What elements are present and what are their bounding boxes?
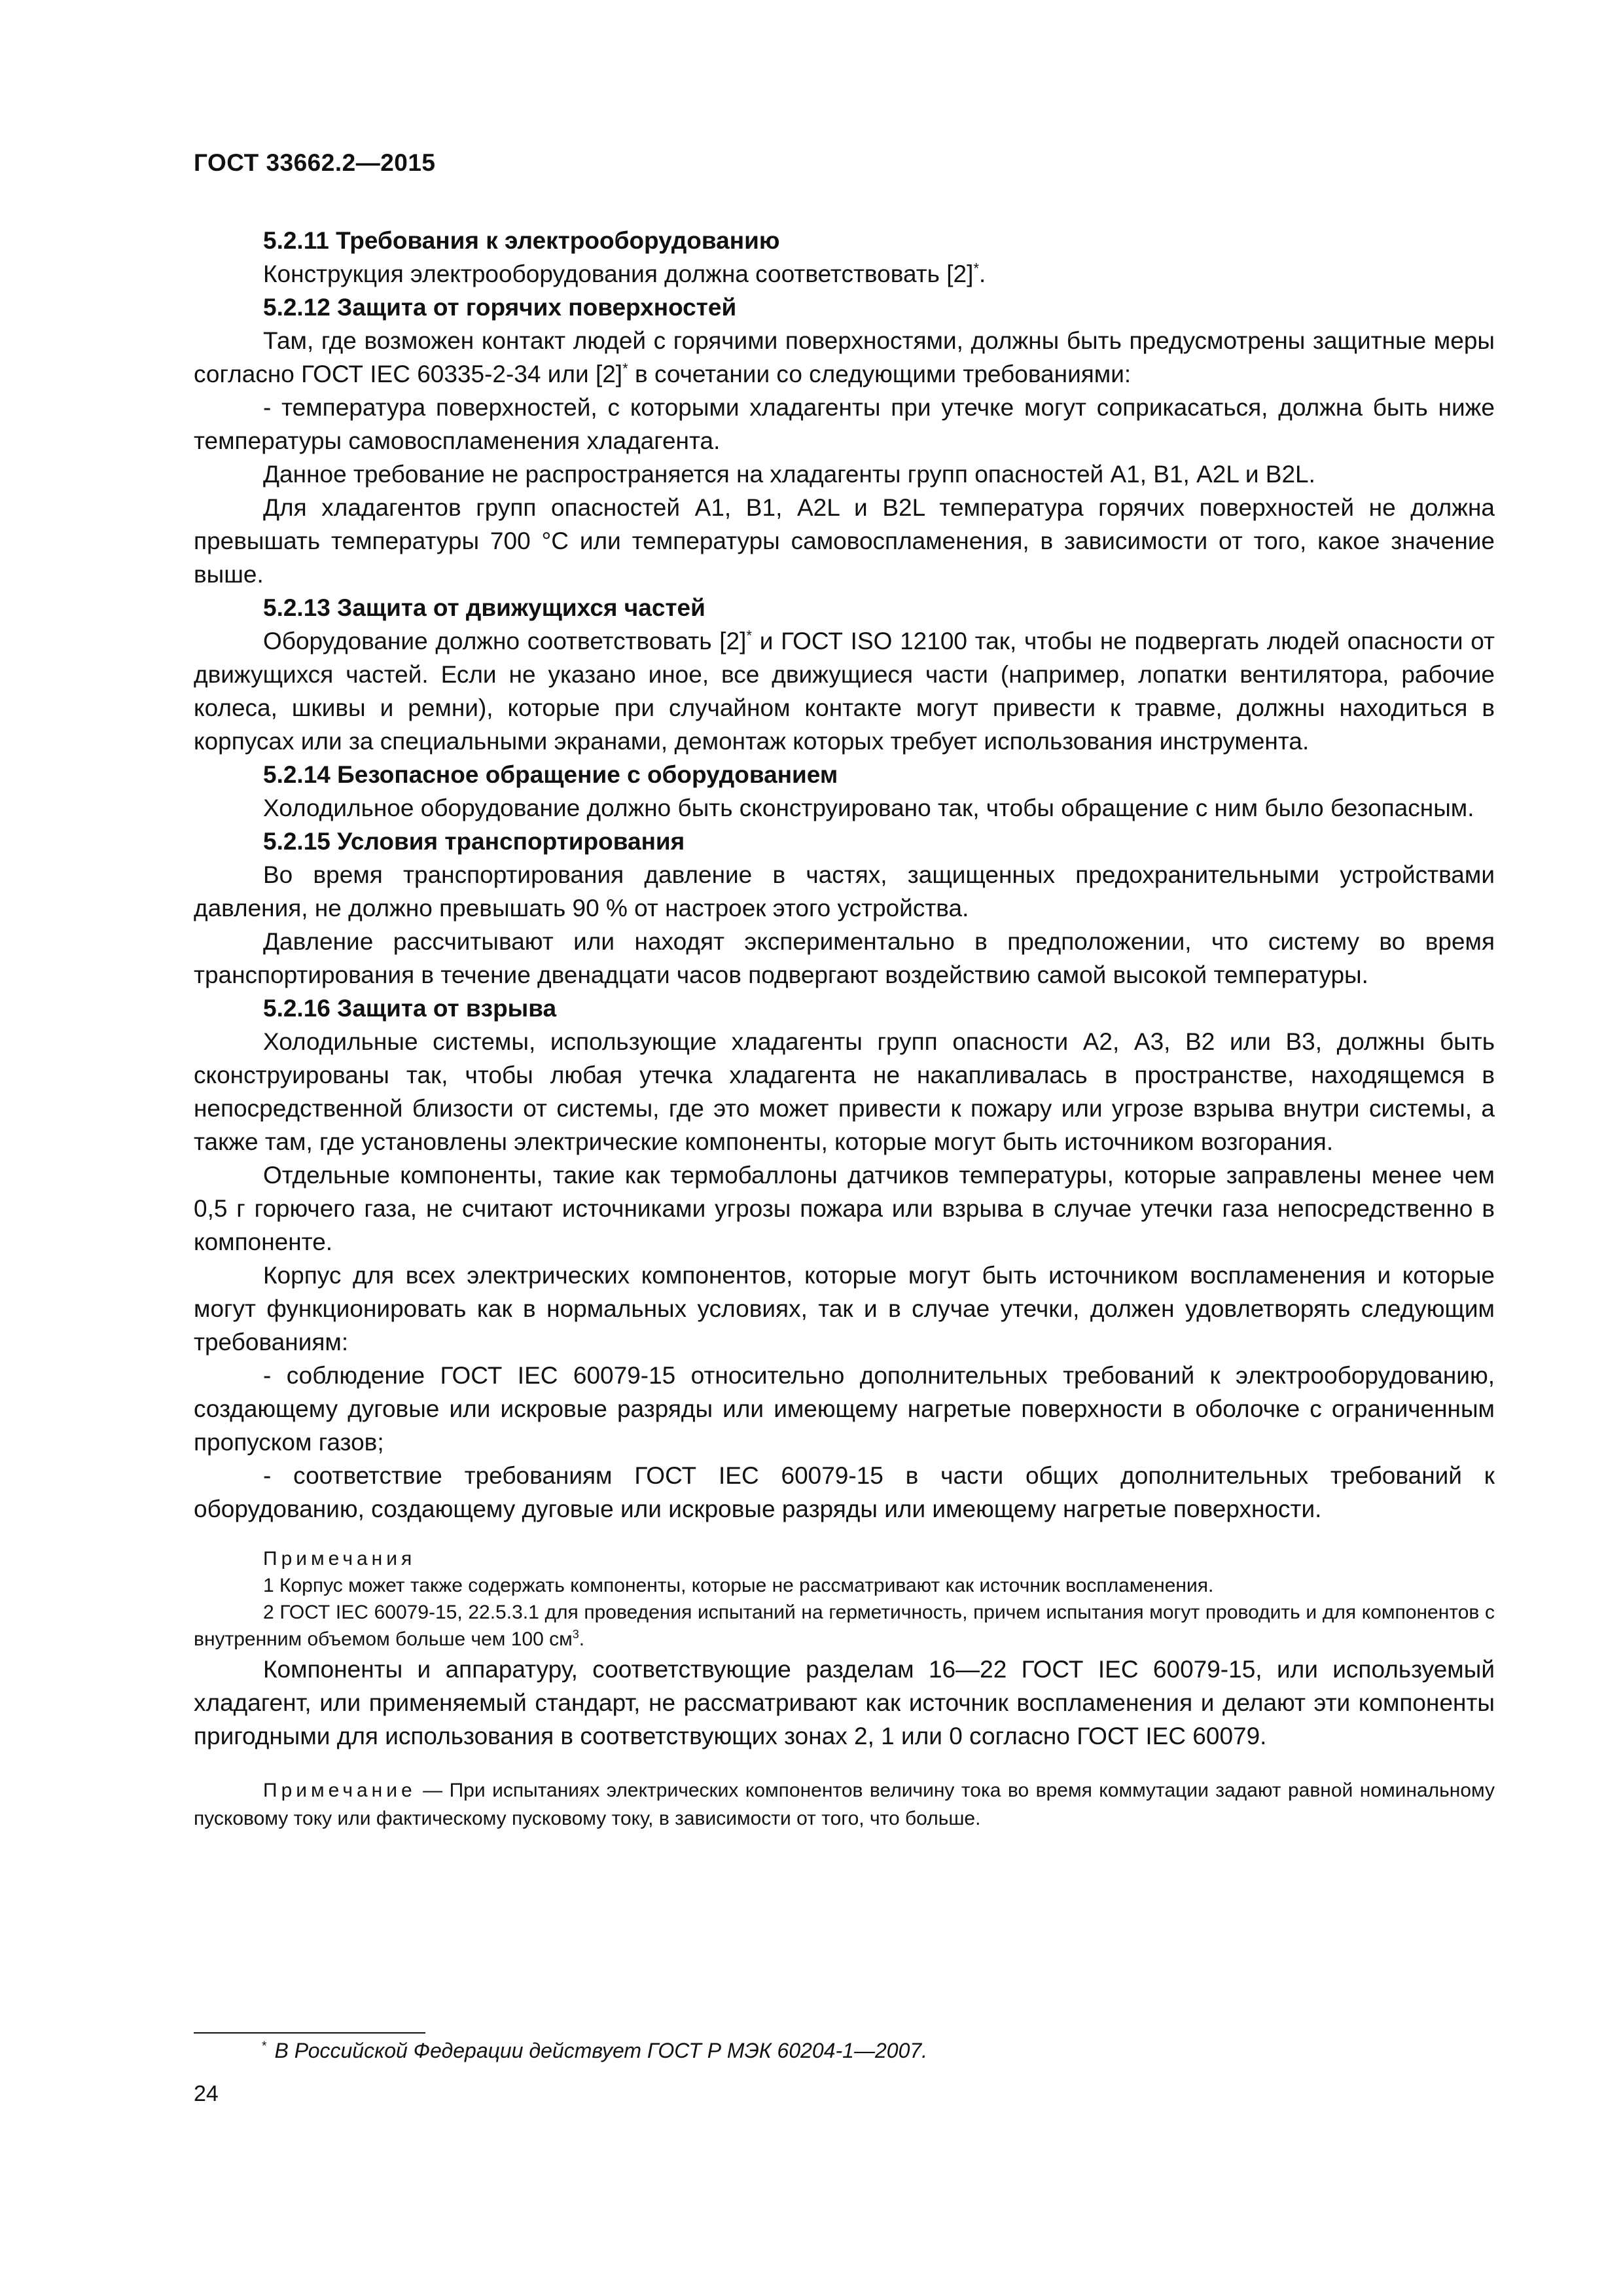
- footnote: [262, 2037, 927, 2064]
- document-body: [194, 224, 1495, 1833]
- superscript: 3: [572, 1628, 579, 1641]
- paragraph: Холодильные системы, использующие хладагенты групп опасности А2, А3, В2 или В3, должны быть сконструированы так, чтобы любая утечка хладагента не накапливалась в пространстве, находящемся в непосредственной близости от системы, где это может привести к пожару или угрозе взрыва внутри системы, а также там, где установлены электрические компоненты, которые могут быть источником возгорания.: [194, 1028, 1495, 1155]
- final-note: [194, 1776, 1495, 1833]
- paragraph: Для хладагентов групп опасностей А1, В1, А2L и В2L температура горячих поверхностей не должна превышать температуры 700 °С или температуры самовоспламенения, в зависимости от того, какое значение выше.: [194, 494, 1495, 588]
- paragraph: Компоненты и аппаратуру, соответствующие разделам 16—22 ГОСТ IEC 60079-15, или используемый хладагент, или применяемый стандарт, не рассматривают как источник воспламенения и делают эти компоненты пригодными для использования в соответствующих зонах 2, 1 или 0 согласно ГОСТ IEC 60079.: [194, 1656, 1495, 1749]
- section-heading: 5.2.15 Условия транспортирования: [263, 828, 685, 855]
- section-heading: 5.2.12 Защита от горячих поверхностей: [263, 294, 737, 321]
- section-heading: 5.2.11 Требования к электрооборудованию: [263, 227, 780, 254]
- footnote-ref: *: [973, 260, 980, 277]
- note-item: 2 ГОСТ IEC 60079-15, 22.5.3.1 для проведения испытаний на герметичность, причем испытания могут проводить и для компонентов с внутренним объемом больше чем 100 $см^3$.: [194, 1602, 1495, 1650]
- paragraph: Давление рассчитывают или находят экспериментально в предположении, что систему во время транспортирования в течение двенадцати часов подвергают воздействию самой высокой температуры.: [194, 928, 1495, 988]
- footnote-ref: *: [622, 360, 628, 377]
- paragraph: Там, где возможен контакт людей с горячими поверхностями, должны быть предусмотрены защитные меры согласно ГОСТ IEC 60335-2-34 или [2]* в сочетании со следующими требованиями:: [194, 327, 1495, 387]
- list-item: - температура поверхностей, с которыми хладагенты при утечке могут соприкасаться, должна быть ниже температуры самовоспламенения хладагента.: [194, 394, 1495, 454]
- footnote-marker: *: [262, 2039, 267, 2054]
- section-heading: 5.2.13 Защита от движущихся частей: [263, 594, 705, 621]
- list-item: - соблюдение ГОСТ IEC 60079-15 относительно дополнительных требований к электрооборудованию, создающему дуговые или искровые разряды или имеющему нагретые поверхности в оболочке с ограниченным пропуском газов;: [194, 1362, 1495, 1456]
- paragraph: Корпус для всех электрических компонентов, которые могут быть источником воспламенения и которые могут функционировать как в нормальных условиях, так и в случае утечки, должен удовлетворять следующим требованиям:: [194, 1262, 1495, 1355]
- paragraph: Холодильное оборудование должно быть сконструировано так, чтобы обращение с ним было безопасным.: [263, 795, 1474, 821]
- note-label: Примечание: [263, 1780, 416, 1801]
- paragraph: Данное требование не распространяется на хладагенты групп опасностей А1, В1, А2L и В2L.: [263, 461, 1315, 488]
- paragraph: Отдельные компоненты, такие как термобаллоны датчиков температуры, которые заправлены менее чем 0,5 г горючего газа, не считают источниками угрозы пожара или взрыва в случае утечки газа непосредственно в компоненте.: [194, 1162, 1495, 1255]
- paragraph: Оборудование должно соответствовать [2]* и ГОСТ ISO 12100 так, чтобы не подвергать людей опасности от движущихся частей. Если не указано иное, все движущиеся части (например, лопатки вентилятора, рабочие колеса, шкивы и ремни), которые при случайном контакте могут привести к травме, должны находиться в корпусах или за специальными экранами, демонтаж которых требует использования инструмента.: [194, 627, 1495, 755]
- section-heading: 5.2.14 Безопасное обращение с оборудованием: [263, 761, 838, 788]
- notes-block: [194, 1545, 1495, 1653]
- note-item: 1 Корпус может также содержать компоненты, которые не рассматривают как источник воспламенения.: [263, 1575, 1214, 1596]
- footnote-ref: *: [746, 627, 753, 644]
- note-text: — При испытаниях электрических компонентов величину тока во время коммутации задают равной номинальному пусковому току или фактическому пусковому току, в зависимости от того, что больше.: [194, 1780, 1495, 1829]
- page-number: 24: [194, 2081, 219, 2106]
- list-item: - соответствие требованиям ГОСТ IEC 60079-15 в части общих дополнительных требований к оборудованию, создающему дуговые или искровые разряды или имеющему нагретые поверхности.: [194, 1462, 1495, 1522]
- paragraph: Во время транспортирования давление в частях, защищенных предохранительными устройствами давления, не должно превышать 90 % от настроек этого устройства.: [194, 861, 1495, 922]
- notes-title: Примечания: [263, 1548, 416, 1570]
- document-header: ГОСТ 33662.2—2015: [194, 149, 436, 176]
- section-heading: 5.2.16 Защита от взрыва: [263, 995, 557, 1022]
- footnote-divider: [194, 2032, 425, 2034]
- footnote-text: В Российской Федерации действует ГОСТ Р МЭК 60204-1—2007.: [274, 2039, 928, 2062]
- paragraph: Конструкция электрооборудования должна соответствовать [2]*.: [263, 260, 986, 287]
